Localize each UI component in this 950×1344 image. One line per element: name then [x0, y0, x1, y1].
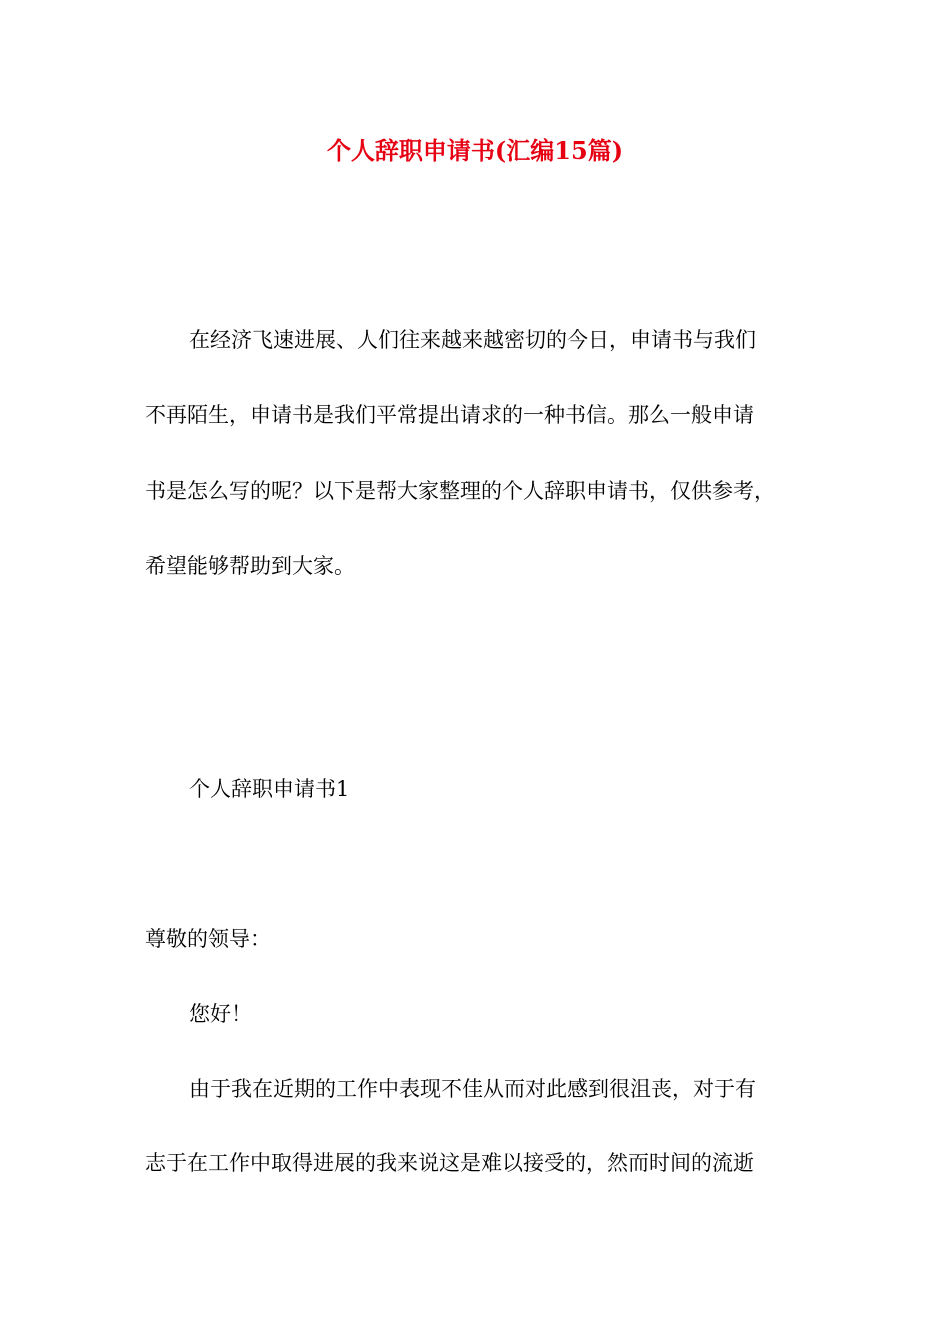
- body-line: 由于我在近期的工作中表现不佳从而对此感到很沮丧，对于有: [189, 1077, 756, 1101]
- intro-line: 书是怎么写的呢？以下是帮大家整理的个人辞职申请书，仅供参考，: [145, 479, 775, 503]
- salutation: 尊敬的领导：: [145, 927, 271, 951]
- section-heading: 个人辞职申请书1: [189, 777, 350, 801]
- document-title: 个人辞职申请书(汇编15篇): [326, 136, 624, 165]
- intro-line: 希望能够帮助到大家。: [145, 554, 355, 578]
- body-line: 志于在工作中取得进展的我来说这是难以接受的，然而时间的流逝: [145, 1151, 754, 1175]
- intro-line: 在经济飞速进展、人们往来越来越密切的今日，申请书与我们: [189, 328, 756, 352]
- intro-line: 不再陌生，申请书是我们平常提出请求的一种书信。那么一般申请: [145, 403, 754, 427]
- greeting: 您好！: [189, 1002, 252, 1026]
